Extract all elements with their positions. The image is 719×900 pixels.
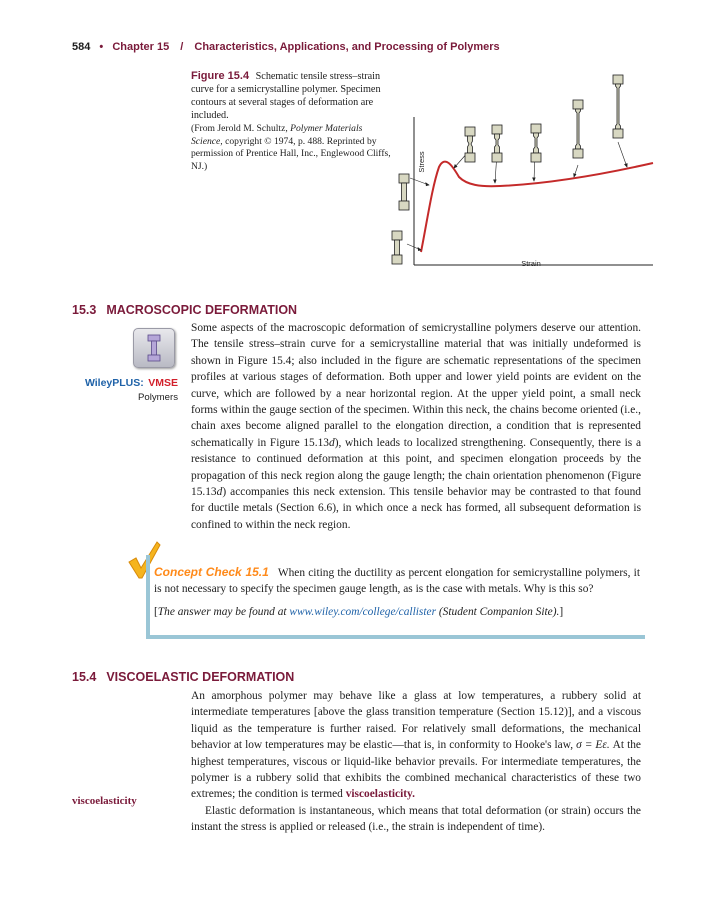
figure-label: Figure 15.4 [191,70,250,82]
key-term: viscoelasticity. [345,788,415,801]
specimen-fully-drawn [613,75,623,138]
figure-caption [191,70,391,173]
margin-key-term: viscoelasticity [72,795,137,807]
chapter-title: Characteristics, Applications, and Processing of Polymers [194,41,500,53]
y-axis-label: Stress [417,151,426,173]
vmse-product: VMSE [148,377,178,389]
specimen-neck-2 [531,124,541,162]
vmse-sidebar-label[interactable] [85,373,178,403]
stress-strain-curve [421,162,653,252]
running-header [72,41,500,53]
section-heading-15-3: 15.3 MACROSCOPIC DEFORMATION [72,303,298,317]
paragraph: An amorphous polymer may behave like a glass at low temperatures, a rubbery solid at intermediate temperatures [above the glass transition temperature (Section 15.12)], and a viscous liquid as the temperature is further raised. For relatively small deformations, the mechanical behavior at low temperatures may be elastic—that is, in conformity to Hooke's law, σ = Eε. At the highest temperatures, viscous or liquid-like behavior prevails. For intermediate temperatures, the polymer is a rubbery solid that exhibits the combined mechanical characteristics of these two extremes; the condition is termed viscoelasticity. [191,690,641,801]
paragraph: Some aspects of the macroscopic deformation of semicrystalline polymers deserve our attention. The tensile stress–strain curve for a semicrystalline material that was initially undeformed is shown in Figure 15.4; also included in the figure are schematic representations of the specimen profiles at various stages of deformation. Both upper and lower yield points are evident on the curve, which are followed by a near horizontal region. At the upper yield point, a small neck forms within the gauge section of the specimen. Within this neck, the chains become oriented (i.e., chain axes become aligned parallel to the elongation direction, a condition that is represented schematically in Figure 15.13d), which leads to localized strengthening. Consequently, there is a resistance to continued deformation at this point, and specimen elongation proceeds by the propagation of this neck region along the gauge length; the chain orientation phenomenon (Figure 15.13d) accompanies this neck extension. This tensile behavior may be contrasted to that found for ductile metals (Section 6.6), in which once a neck has formed, all subsequent deformation is confined to within the neck region. [191,322,641,531]
concept-check-question: When citing the ductility as percent elongation for semicrystalline polymers, it is not necessary to specify the specimen gauge length, as is the case with metals. Why is this so? [154,567,640,596]
vmse-topic: Polymers [138,392,178,403]
hookes-law-formula: σ = Eε. [576,739,610,752]
vmse-polymer-icon[interactable] [133,328,175,368]
specimen-icon [134,329,174,367]
specimen-neck-forming [465,127,475,162]
figure-credit: (From Jerold M. Schultz, Polymer Materials Science, copyright © 1974, p. 488. Reprinted by permission of Prentice Hall, Inc., Englewood Cliffs, NJ.) [191,123,391,172]
section-heading-15-4: 15.4 VISCOELASTIC DEFORMATION [72,670,295,684]
specimen-undeformed [392,231,402,264]
concept-check-label: Concept Check 15.1 [154,565,269,579]
section-15-4-body [191,688,641,836]
chapter-label: Chapter 15 [112,41,170,53]
concept-check-text [154,564,640,620]
header-slash: / [180,41,184,53]
figure-caption-text: Schematic tensile stress–strain curve for a semicrystalline polymer. Specimen contours at several stages of deformation are included. [191,71,381,121]
section-15-3-body [191,320,641,533]
wileyplus-brand: WileyPLUS: [84,377,144,389]
specimen-neck-3 [573,100,583,158]
paragraph: Elastic deformation is instantaneous, which means that total deformation (or strain) occurs the instant the stress is applied or released (i.e., the strain is independent of time). [191,804,641,834]
answer-link[interactable]: www.wiley.com/college/callister [289,605,436,618]
specimen-neck-1 [492,125,502,162]
specimen-elastic [399,174,409,210]
header-separator: • [99,41,104,53]
page-number: 584 [72,41,91,53]
pointer-arrows [407,142,627,251]
x-axis-label: Strain [521,259,541,268]
concept-check-answer: [The answer may be found at www.wiley.com/college/callister (Student Companion Site).] [154,605,564,618]
concept-check-box [146,555,645,639]
specimen-contours [392,75,623,264]
stress-strain-figure [385,67,655,272]
